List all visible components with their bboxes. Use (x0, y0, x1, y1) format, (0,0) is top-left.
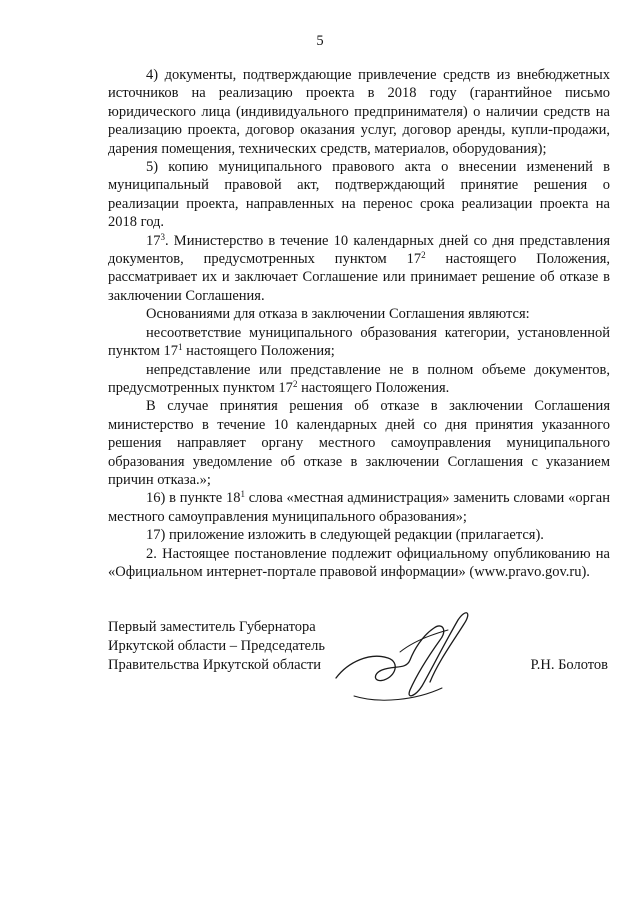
paragraph-ground-1 (108, 324, 610, 361)
paragraph-text: 16) в пункте 18 (146, 490, 241, 507)
signatory-title-line: Правительства Иркутской области (108, 657, 322, 673)
signatory-title-line: Первый заместитель Губернатора (108, 619, 316, 635)
paragraph-item-17: 17) приложение изложить в следующей редакции (прилагается). (146, 527, 544, 544)
reference-superscript: 2 (292, 378, 298, 389)
paragraph-text: настоящего Положения. (297, 379, 450, 396)
paragraph-ground-2 (108, 361, 610, 398)
paragraph-text: несоответствие муниципального образования категории, установленной пунктом 17 (108, 324, 610, 360)
paragraph-publication: 2. Настоящее постановление подлежит официальному опубликованию на «Официальном интернет-портале правовой информации» (www.pravo.gov.ru). (108, 545, 610, 580)
paragraph-refusal-notice: В случае принятия решения об отказе в заключении Соглашения министерство в течение 10 календарных дней со дня принятия указанного решения направляет органу местного самоуправления муниципального образования уведомление об отказе в заключении Соглашения с указанием причин отказа.»; (108, 398, 610, 488)
reference-superscript: 1 (178, 342, 183, 353)
paragraph-text: настоящего Положения; (182, 343, 335, 360)
paragraph-item-5: 5) копию муниципального правового акта о внесении изменений в муниципальный правовой акт, подтверждающий принятие решения о реализации проекта, направленных на перенос срока реализации проекта на 2018 год. (108, 159, 610, 231)
paragraph-text: слова «местная администрация» заменить словами «орган местного самоуправления муниципального образования»; (108, 490, 610, 525)
page-number: 5 (316, 33, 324, 49)
paragraph-17-3 (108, 232, 610, 306)
paragraph-item-4: 4) документы, подтверждающие привлечение средств из внебюджетных источников на реализацию проекта в 2018 году (гарантийное письмо юридического лица (индивидуального предпринимателя) о наличии средств на реализацию проекта, договор оказания услуг, договор аренды, купли-продажи, дарения помещения, технических средств, материалов, оборудования); (108, 67, 610, 157)
paragraph-text: непредставление или представление не в полном объеме документов, предусмотренных пунктом 17 (108, 361, 610, 396)
point-number: 17 (146, 232, 161, 249)
paragraph-text: . Министерство в течение 10 календарных дней со дня представления документов, предусмотренных пунктом 17 (108, 232, 610, 268)
paragraph-refusal-grounds: Основаниями для отказа в заключении Соглашения являются: (146, 306, 530, 323)
document-body (108, 66, 610, 581)
paragraph-item-16 (108, 489, 610, 526)
reference-superscript: 1 (240, 489, 245, 500)
signature-block (108, 618, 610, 675)
paragraph-text: настоящего Положения, рассматривает их и заключает Соглашение или принимает решение об отказе в заключении Соглашения. (108, 251, 610, 304)
point-number-superscript: 3 (160, 231, 165, 242)
signatory-name: Р.Н. Болотов (530, 657, 608, 673)
signatory-title-line: Иркутской области – Председатель (108, 638, 325, 654)
reference-superscript: 2 (421, 250, 426, 261)
